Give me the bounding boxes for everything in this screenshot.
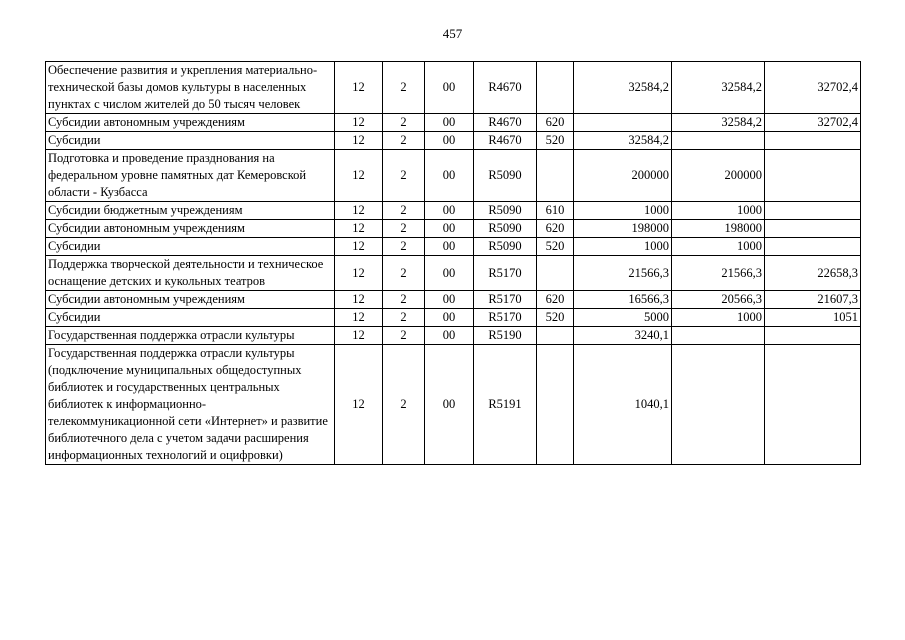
section-cell: 12 [335,202,383,220]
target-code-cell: R4670 [474,114,537,132]
amount-year1-cell [574,114,672,132]
amount-year1-cell: 1000 [574,202,672,220]
row-name-cell: Субсидии автономным учреждениям [46,220,335,238]
table-row [46,327,861,345]
expense-type-cell [537,256,574,291]
target-code-cell: R5191 [474,345,537,465]
table-row [46,256,861,291]
table-row [46,309,861,327]
budget-table-body [46,62,861,465]
amount-year1-cell: 198000 [574,220,672,238]
subsection-cell: 2 [383,256,425,291]
section-cell: 12 [335,256,383,291]
expense-type-cell: 520 [537,309,574,327]
table-row [46,62,861,114]
amount-year3-cell [765,202,861,220]
amount-year2-cell: 32584,2 [672,114,765,132]
expense-type-cell: 620 [537,114,574,132]
amount-year1-cell: 200000 [574,150,672,202]
expense-type-cell [537,150,574,202]
section-cell: 12 [335,114,383,132]
subsection-cell: 2 [383,309,425,327]
table-row [46,202,861,220]
section-cell: 12 [335,327,383,345]
subsection-cell: 2 [383,132,425,150]
row-name-cell: Обеспечение развития и укрепления материально-технической базы домов культуры в населенных пунктах с числом жителей до 50 тысяч человек [46,62,335,114]
amount-year1-cell: 1040,1 [574,345,672,465]
amount-year2-cell: 1000 [672,238,765,256]
subsection-cell: 2 [383,150,425,202]
amount-year3-cell: 32702,4 [765,62,861,114]
subsection-cell: 2 [383,291,425,309]
program-cell: 00 [425,114,474,132]
target-code-cell: R4670 [474,132,537,150]
expense-type-cell [537,327,574,345]
amount-year3-cell [765,345,861,465]
expense-type-cell: 620 [537,291,574,309]
subsection-cell: 2 [383,202,425,220]
row-name-cell: Подготовка и проведение празднования на федеральном уровне памятных дат Кемеровской области - Кузбасса [46,150,335,202]
amount-year2-cell [672,132,765,150]
program-cell: 00 [425,220,474,238]
row-name-cell: Субсидии [46,132,335,150]
amount-year3-cell: 1051 [765,309,861,327]
subsection-cell: 2 [383,327,425,345]
amount-year2-cell: 21566,3 [672,256,765,291]
subsection-cell: 2 [383,238,425,256]
amount-year2-cell: 198000 [672,220,765,238]
amount-year3-cell: 22658,3 [765,256,861,291]
amount-year3-cell [765,150,861,202]
amount-year2-cell: 1000 [672,309,765,327]
table-row [46,220,861,238]
program-cell: 00 [425,62,474,114]
target-code-cell: R4670 [474,62,537,114]
section-cell: 12 [335,132,383,150]
page-number: 457 [442,26,463,41]
target-code-cell: R5090 [474,150,537,202]
target-code-cell: R5090 [474,220,537,238]
target-code-cell: R5190 [474,327,537,345]
table-row [46,238,861,256]
program-cell: 00 [425,202,474,220]
program-cell: 00 [425,327,474,345]
amount-year1-cell: 5000 [574,309,672,327]
row-name-cell: Государственная поддержка отрасли культуры [46,327,335,345]
target-code-cell: R5090 [474,238,537,256]
target-code-cell: R5170 [474,256,537,291]
subsection-cell: 2 [383,62,425,114]
row-name-cell: Субсидии автономным учреждениям [46,291,335,309]
expense-type-cell [537,62,574,114]
amount-year1-cell: 1000 [574,238,672,256]
section-cell: 12 [335,62,383,114]
row-name-cell: Поддержка творческой деятельности и техническое оснащение детских и кукольных театров [46,256,335,291]
row-name-cell: Субсидии бюджетным учреждениям [46,202,335,220]
amount-year2-cell: 200000 [672,150,765,202]
section-cell: 12 [335,238,383,256]
amount-year2-cell: 1000 [672,202,765,220]
program-cell: 00 [425,132,474,150]
amount-year2-cell: 32584,2 [672,62,765,114]
expense-type-cell: 520 [537,132,574,150]
row-name-cell: Субсидии [46,309,335,327]
budget-table [45,61,861,465]
amount-year1-cell: 21566,3 [574,256,672,291]
subsection-cell: 2 [383,220,425,238]
amount-year2-cell: 20566,3 [672,291,765,309]
amount-year1-cell: 16566,3 [574,291,672,309]
amount-year3-cell [765,327,861,345]
table-row [46,150,861,202]
expense-type-cell [537,345,574,465]
expense-type-cell: 610 [537,202,574,220]
program-cell: 00 [425,150,474,202]
amount-year1-cell: 32584,2 [574,62,672,114]
row-name-cell: Государственная поддержка отрасли культуры (подключение муниципальных общедоступных библиотек и государственных центральных библиотек к информационно-телекоммуникационной сети «Интернет» и развитие библиотечного дела с учетом задачи расширения информационных технологий и оцифровки) [46,345,335,465]
section-cell: 12 [335,309,383,327]
amount-year3-cell [765,238,861,256]
section-cell: 12 [335,150,383,202]
section-cell: 12 [335,291,383,309]
table-row [46,345,861,465]
amount-year2-cell [672,327,765,345]
subsection-cell: 2 [383,345,425,465]
amount-year3-cell [765,132,861,150]
amount-year2-cell [672,345,765,465]
table-row [46,114,861,132]
target-code-cell: R5090 [474,202,537,220]
expense-type-cell: 520 [537,238,574,256]
section-cell: 12 [335,220,383,238]
row-name-cell: Субсидии [46,238,335,256]
amount-year3-cell: 21607,3 [765,291,861,309]
amount-year3-cell [765,220,861,238]
expense-type-cell: 620 [537,220,574,238]
subsection-cell: 2 [383,114,425,132]
target-code-cell: R5170 [474,291,537,309]
program-cell: 00 [425,238,474,256]
amount-year1-cell: 32584,2 [574,132,672,150]
table-row [46,291,861,309]
table-row [46,132,861,150]
amount-year1-cell: 3240,1 [574,327,672,345]
program-cell: 00 [425,256,474,291]
program-cell: 00 [425,309,474,327]
section-cell: 12 [335,345,383,465]
program-cell: 00 [425,345,474,465]
program-cell: 00 [425,291,474,309]
row-name-cell: Субсидии автономным учреждениям [46,114,335,132]
amount-year3-cell: 32702,4 [765,114,861,132]
target-code-cell: R5170 [474,309,537,327]
